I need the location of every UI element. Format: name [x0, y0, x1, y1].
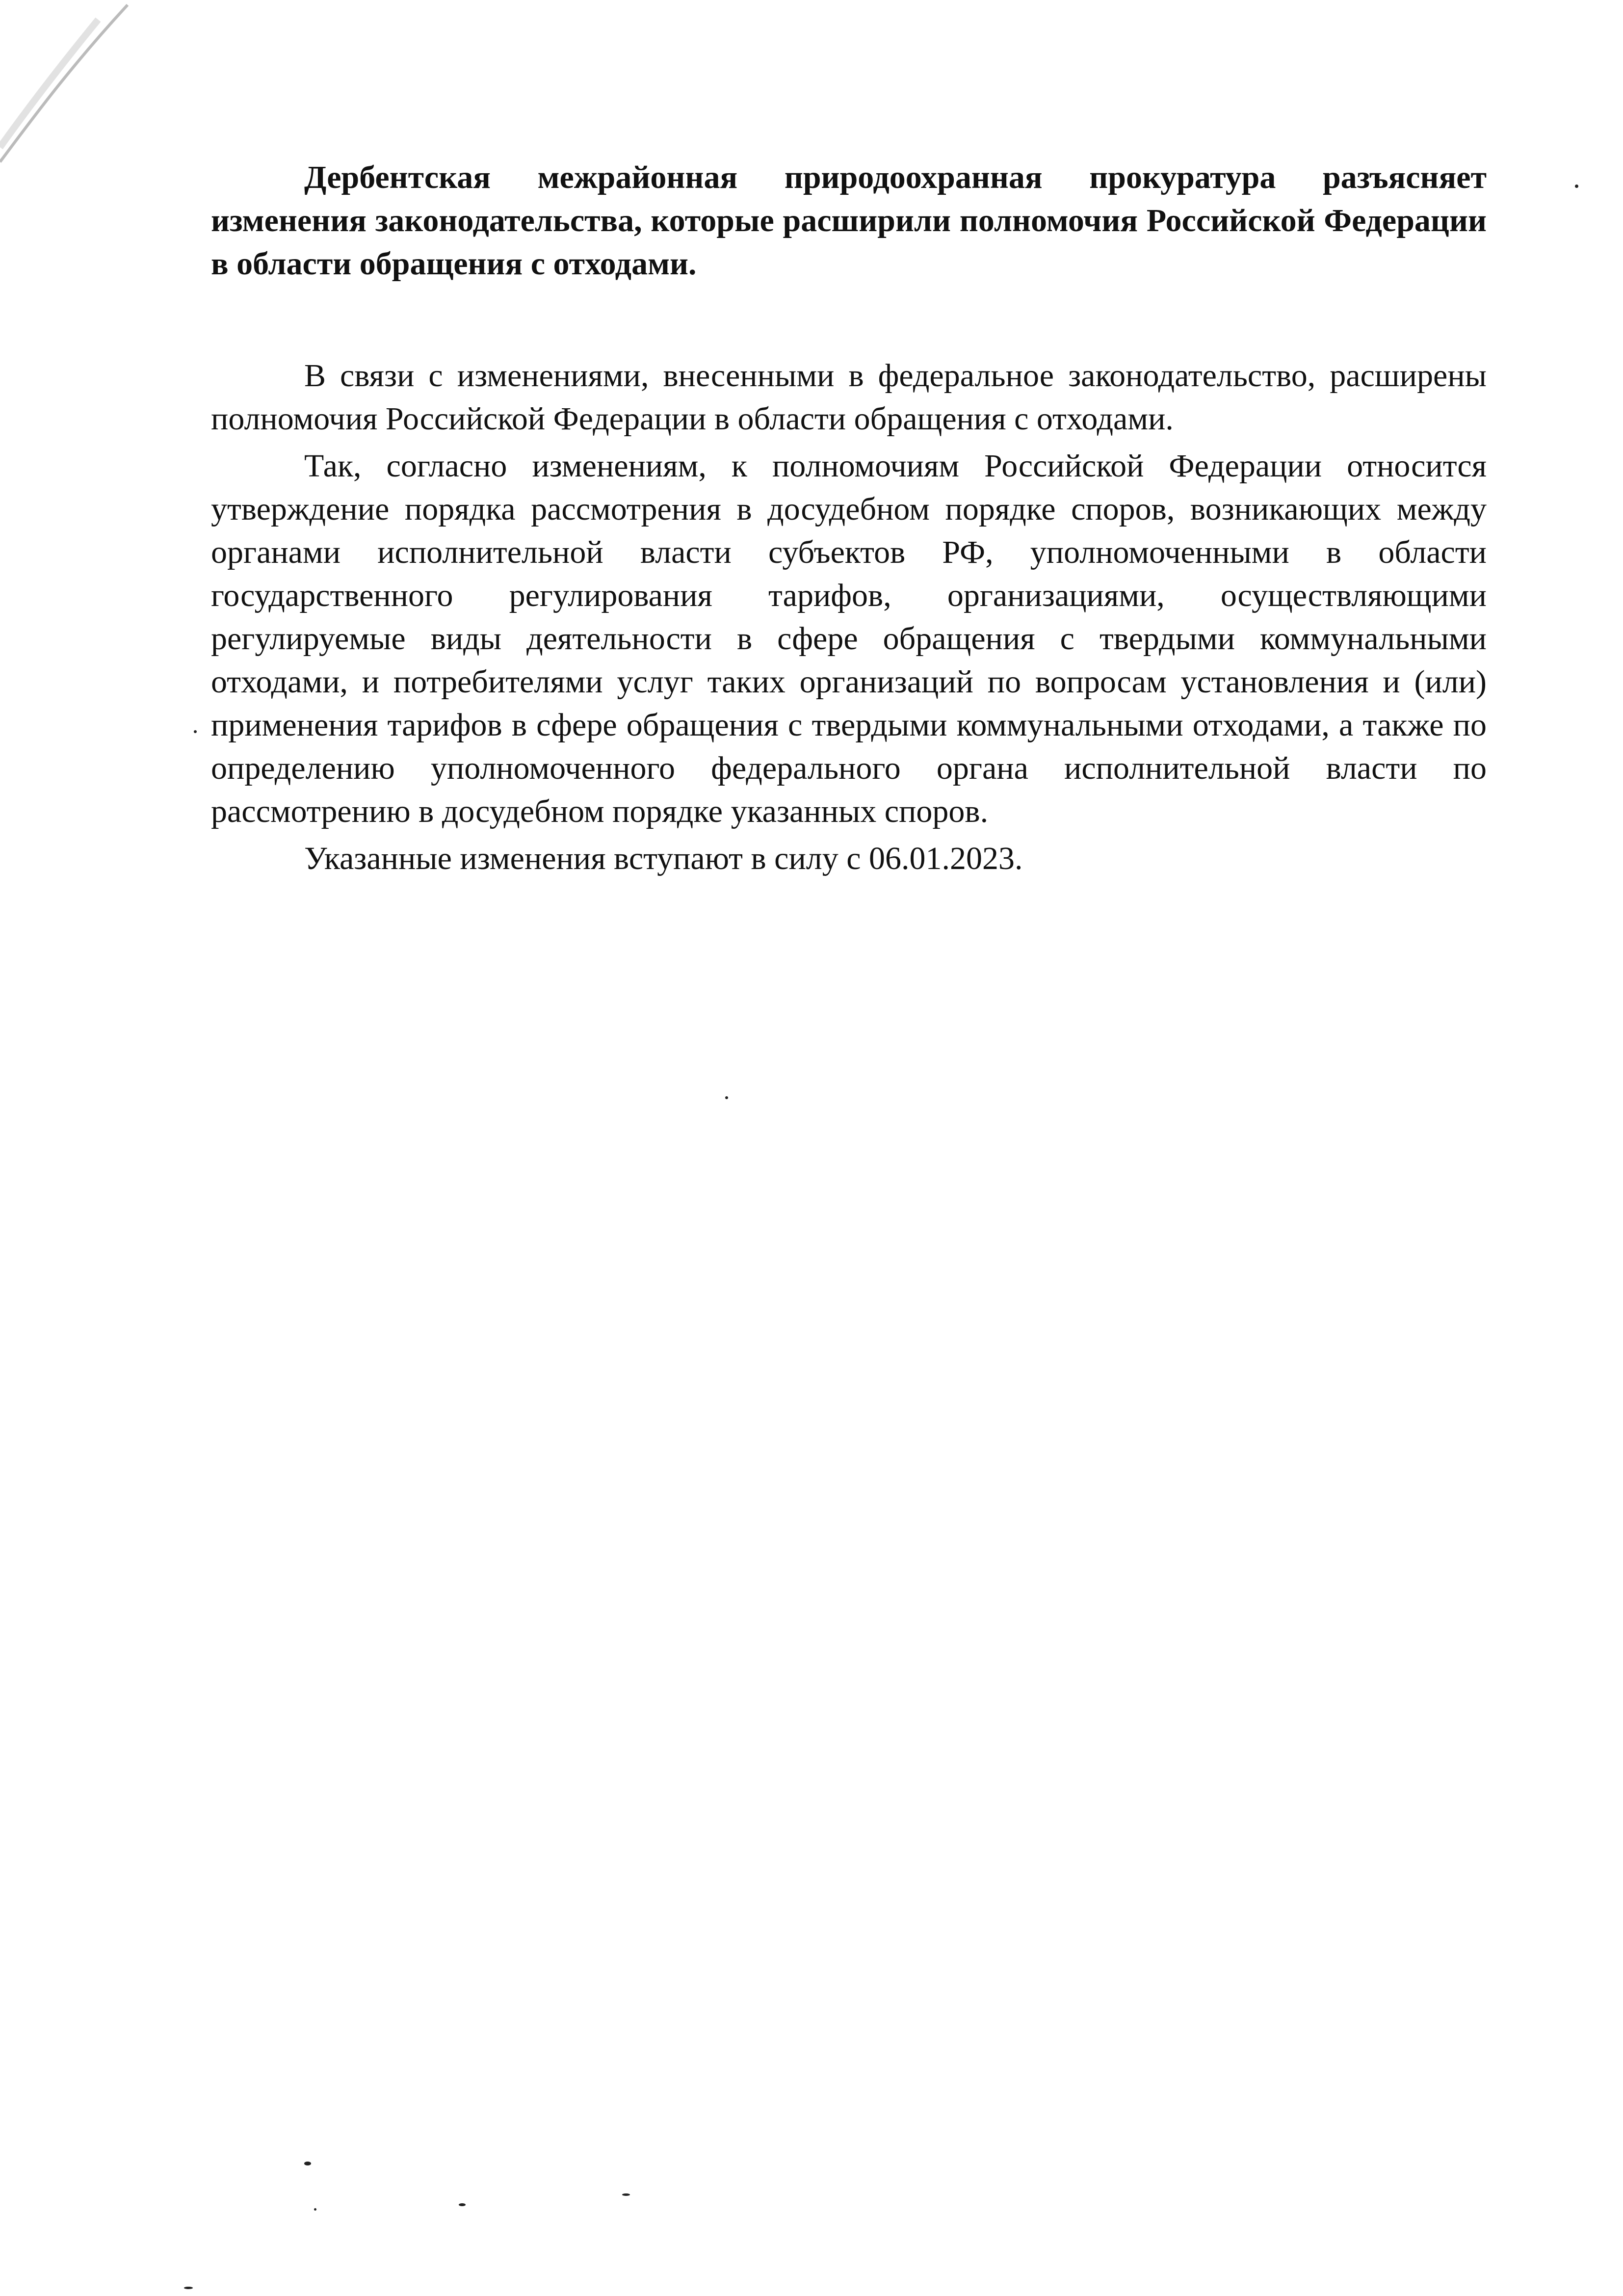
scan-speck: [194, 730, 197, 733]
scan-speck: [622, 2193, 630, 2196]
paragraph-3: Указанные изменения вступают в силу с 06.01.2023.: [304, 841, 1023, 876]
scan-speck: [184, 2287, 193, 2289]
scan-speck: [1575, 185, 1578, 188]
document-heading: Дербентская межрайонная природоохранная прокуратура разъясняет изменения законодательства, которые расширили полномочия Российской Федерации в области обращения с отходами.: [211, 159, 1487, 282]
scan-speck: [304, 2162, 311, 2165]
scan-speck: [725, 1096, 728, 1099]
scan-speck: [314, 2208, 316, 2211]
scan-artifact: [0, 0, 147, 206]
scan-speck: [459, 2203, 466, 2206]
document-body: [211, 156, 1487, 884]
paragraph-2: Так, согласно изменениям, к полномочиям Российской Федерации относится утверждение порядка рассмотрения в досудебном порядке споров, возникающих между органами исполнительной власти субъектов РФ, уполномоченными в области государственного регулирования тарифов, организациями, осуществляющими регулируемые виды деятельности в сфере обращения с твердыми коммунальными отходами, и потребителями услуг таких организаций по вопросам установления и (или) применения тарифов в сфере обращения с твердыми коммунальными отходами, а также по определению уполномоченного федерального органа исполнительной власти по рассмотрению в досудебном порядке указанных споров.: [211, 448, 1487, 829]
paragraph-1: В связи с изменениями, внесенными в федеральное законодательство, расширены полномочия Российской Федерации в области обращения с отходами.: [211, 358, 1487, 437]
